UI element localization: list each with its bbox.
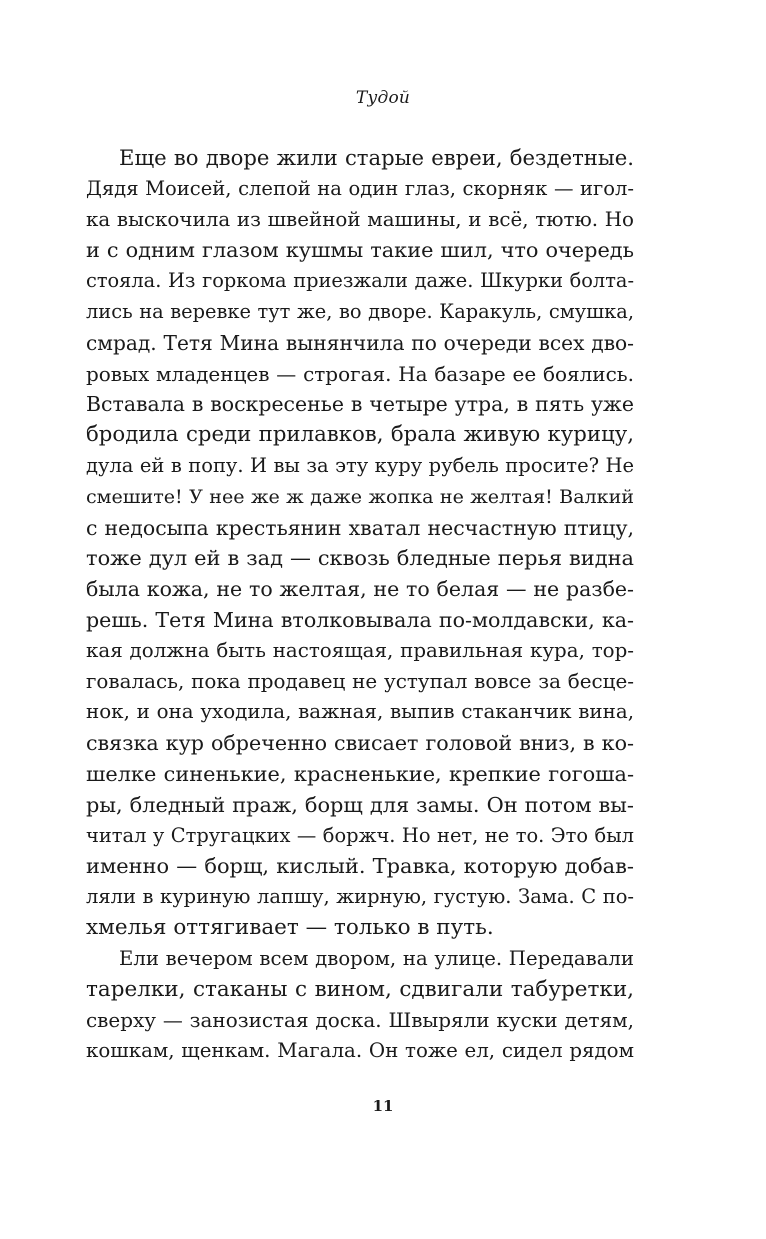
text-line: бродила среди прилавков, брала живую курицу,	[86, 422, 634, 448]
text-line: смрад. Тетя Мина вынянчила по очереди всех дво-	[86, 330, 634, 355]
text-line: кая должна быть настоящая, правильная кура, тор-	[86, 638, 634, 662]
text-line: Вставала в воскресенье в четыре утра, в пять уже	[86, 392, 634, 417]
text-line: именно — борщ, кислый. Травка, которую добав-	[86, 854, 634, 879]
text-line: читал у Стругацких — боржч. Но нет, не то. Это был	[86, 823, 634, 847]
text-line: ляли в куриную лапшу, жирную, густую. Зама. С по-	[86, 885, 634, 909]
text-line: хмелья оттягивает — только в путь.	[86, 914, 494, 940]
text-line: дула ей в попу. И вы за эту куру рубель просите? Не	[86, 453, 634, 477]
text-line: смешите! У нее же ж даже жопка не желтая! Валкий	[86, 485, 634, 508]
running-head: Тудой	[355, 88, 411, 108]
text-line: Еще во дворе жили старые евреи, бездетные.	[119, 145, 634, 170]
body-text	[86, 143, 634, 1067]
text-line: Дядя Моисей, слепой на один глаз, скорняк — игол-	[86, 176, 634, 200]
text-line: Ели вечером всем двором, на улице. Передавали	[119, 946, 634, 970]
text-line: и с одним глазом кушмы такие шил, что очередь	[86, 238, 634, 263]
text-line: тарелки, стаканы с вином, сдвигали табуретки,	[86, 976, 634, 1002]
text-line: нок, и она уходила, важная, выпив стаканчик вина,	[86, 700, 634, 724]
text-line: решь. Тетя Мина втолковывала по-молдавски, ка-	[86, 607, 634, 632]
text-line: сверху — занозистая доска. Швыряли куски детям,	[86, 1008, 634, 1033]
text-line: тоже дул ей в зад — сквозь бледные перья видна	[86, 546, 634, 571]
text-line: ровых младенцев — строгая. На базаре ее боялись.	[86, 361, 634, 386]
text-line: связка кур обреченно свисает головой вниз, в ко-	[86, 731, 634, 756]
text-line: с недосыпа крестьянин хватал несчастную птицу,	[86, 515, 634, 540]
text-line: стояла. Из горкома приезжали даже. Шкурки болта-	[86, 269, 634, 293]
text-line: была кожа, не то желтая, не то белая — не разбе-	[86, 577, 634, 602]
page-number: 11	[372, 1097, 394, 1115]
text-line: кошкам, щенкам. Магала. Он тоже ел, сидел рядом	[86, 1039, 634, 1063]
text-line: лись на веревке тут же, во дворе. Каракуль, смушка,	[86, 299, 634, 323]
text-line: говалась, пока продавец не уступал вовсе за бесце-	[86, 669, 634, 693]
text-line: ры, бледный праж, борщ для замы. Он потом вы-	[86, 792, 634, 817]
text-line: шелке синенькие, красненькие, крепкие гогоша-	[86, 761, 634, 786]
text-line: ка выскочила из швейной машины, и всё, тютю. Но	[86, 207, 634, 231]
